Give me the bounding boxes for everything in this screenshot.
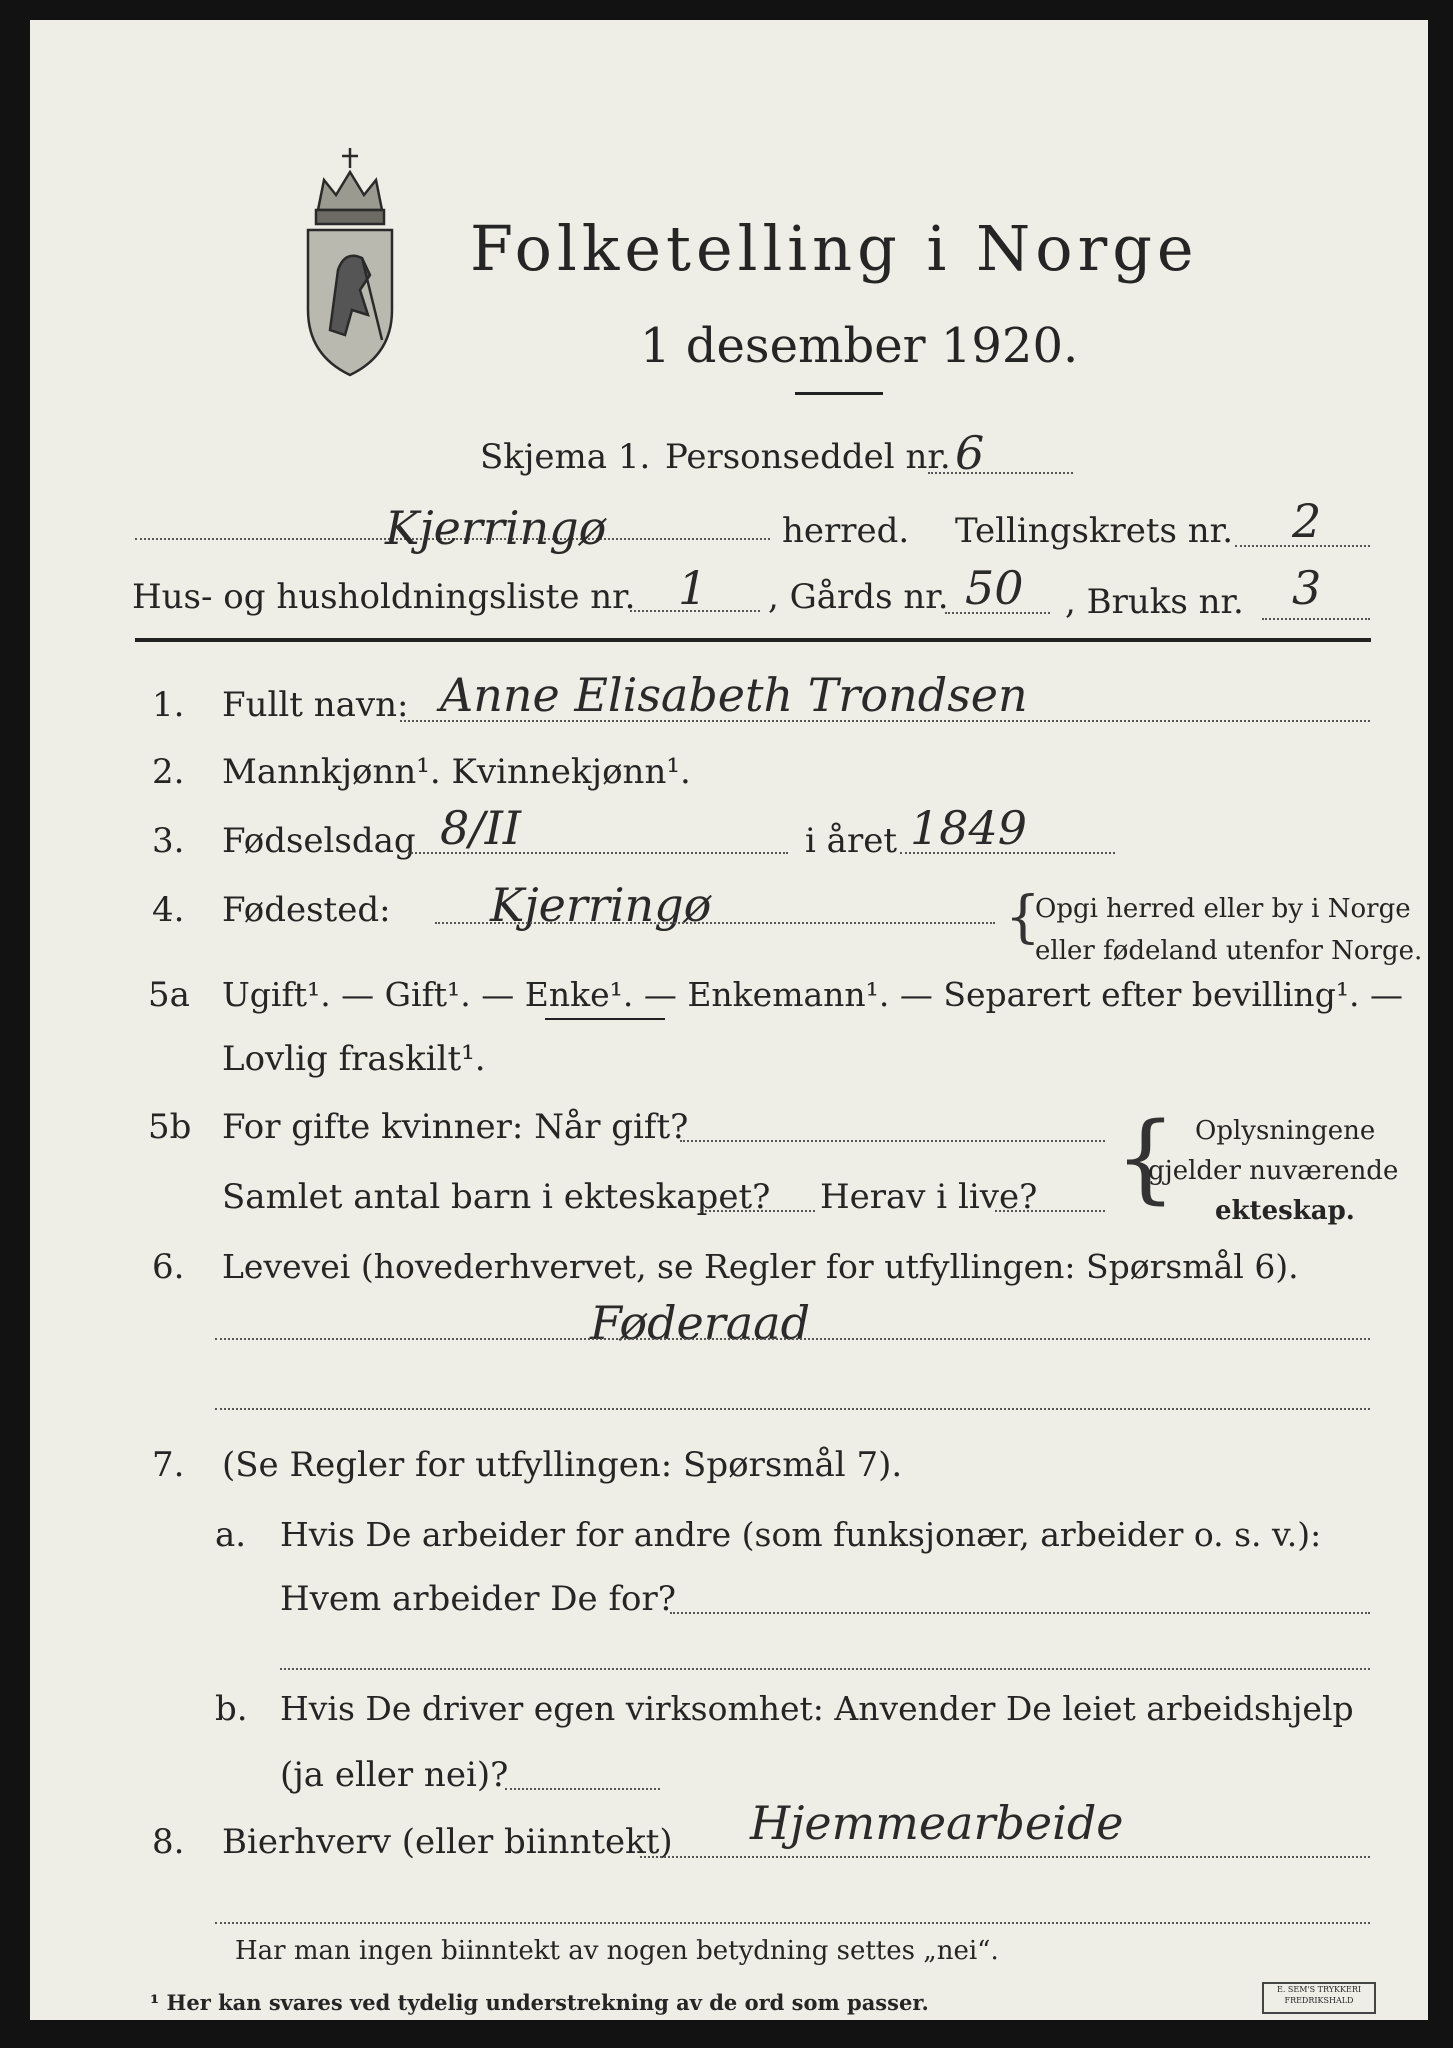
q7a-line	[670, 1612, 1370, 1614]
gards-value: 50	[965, 561, 1024, 615]
herred-label: herred.	[782, 511, 910, 551]
q3-line	[408, 852, 788, 854]
husliste-label: Hus- og husholdningsliste nr.	[132, 577, 636, 617]
q2-label: Mannkjønn¹. Kvinnekjønn¹.	[222, 752, 691, 792]
husliste-value: 1	[678, 561, 708, 615]
q5a-line1: Ugift¹. — Gift¹. — Enke¹. — Enkemann¹. — Separert efter bevilling¹. —	[222, 975, 1404, 1014]
q3-year-value: 1849	[910, 801, 1028, 855]
q8-value: Hjemmearbeide	[750, 1796, 1124, 1850]
husliste-line	[630, 610, 760, 612]
tellingskrets-line	[1235, 545, 1370, 547]
norway-coat-of-arms-icon	[290, 140, 410, 380]
q6-label: Levevei (hovederhvervet, se Regler for utfyllingen: Spørsmål 6).	[222, 1247, 1299, 1286]
q6-line1	[215, 1338, 1370, 1340]
title-divider	[795, 392, 883, 395]
form-title: Folketelling i Norge	[470, 212, 1199, 285]
q5a-line2: Lovlig fraskilt¹.	[222, 1039, 486, 1079]
q3-value: 8/II	[440, 801, 522, 855]
q7b-letter: b.	[215, 1689, 248, 1729]
bruks-label: , Bruks nr.	[1065, 582, 1244, 622]
census-date: 1 desember 1920.	[640, 318, 1079, 374]
q1-label: Fullt navn:	[222, 685, 409, 725]
personseddel-value: 6	[955, 426, 985, 480]
q7a-line2	[280, 1668, 1370, 1670]
header-rule	[135, 638, 1371, 642]
q4-value: Kjerringø	[490, 878, 712, 932]
q5b-note2: gjelder nuværende	[1148, 1156, 1399, 1186]
q7b-line2: (ja eller nei)?	[280, 1755, 509, 1795]
q5b-married-line	[680, 1140, 1105, 1142]
q1-value: Anne Elisabeth Trondsen	[440, 668, 1028, 722]
q7a-line2: Hvem arbeider De for?	[280, 1579, 676, 1619]
q7a-line1: Hvis De arbeider for andre (som funksjonær, arbeider o. s. v.):	[280, 1515, 1322, 1554]
q5a-number: 5a	[148, 975, 190, 1015]
q5a-underline-enke	[545, 1018, 665, 1020]
q8-number: 8.	[152, 1822, 185, 1862]
footnote: ¹ Her kan svares ved tydelig understrekning av de ord som passer.	[150, 1990, 929, 2015]
bruks-line	[1262, 618, 1370, 620]
q5b-brace: {	[1115, 1102, 1177, 1214]
q5b-note3: ekteskap.	[1215, 1196, 1355, 1226]
q4-line	[435, 922, 995, 924]
q5b-note1: Oplysningene	[1195, 1116, 1376, 1146]
q3-label: Fødselsdag	[222, 821, 416, 861]
q4-brace: {	[1005, 885, 1041, 950]
q7-label: (Se Regler for utfyllingen: Spørsmål 7).	[222, 1445, 903, 1485]
q5b-line2b: Herav i live?	[820, 1177, 1038, 1217]
q8-line2	[215, 1922, 1370, 1924]
q5b-number: 5b	[148, 1107, 192, 1147]
bruks-value: 3	[1292, 561, 1322, 615]
q7-number: 7.	[152, 1445, 185, 1485]
q3-number: 3.	[152, 821, 185, 861]
q1-number: 1.	[152, 685, 185, 725]
q4-label: Fødested:	[222, 890, 391, 930]
q2-number: 2.	[152, 752, 185, 792]
q5b-line1: For gifte kvinner: Når gift?	[222, 1107, 689, 1147]
q5b-children-line	[700, 1210, 815, 1212]
gards-label: , Gårds nr.	[768, 577, 949, 617]
tellingskrets-value: 2	[1292, 494, 1322, 548]
q7b-line1: Hvis De driver egen virksomhet: Anvender De leiet arbeidshjelp	[280, 1689, 1354, 1728]
q6-number: 6.	[152, 1247, 185, 1287]
q4-note-line2: eller fødeland utenfor Norge.	[1035, 936, 1423, 966]
q7b-line	[505, 1788, 660, 1790]
q6-line2	[215, 1408, 1370, 1410]
personseddel-line	[928, 472, 1073, 474]
q4-note-line1: Opgi herred eller by i Norge	[1035, 894, 1411, 924]
gards-line	[945, 612, 1050, 614]
q3-year-label: i året	[805, 821, 897, 861]
printer-stamp-text: E. SEM'S TRYKKERI FREDRIKSHALD	[1276, 1985, 1362, 2005]
q6-value: Føderaad	[590, 1296, 811, 1350]
q3-year-line	[900, 852, 1115, 854]
personseddel-label: Personseddel nr.	[665, 437, 951, 477]
printer-stamp	[1262, 1982, 1376, 2014]
herred-value: Kjerringø	[385, 501, 607, 555]
footer-note: Har man ingen biinntekt av nogen betydning settes „nei“.	[235, 1936, 999, 1966]
tellingskrets-label: Tellingskrets nr.	[955, 511, 1234, 551]
q5b-line2: Samlet antal barn i ekteskapet?	[222, 1177, 771, 1217]
q1-line	[400, 720, 1370, 722]
q8-label: Bierhverv (eller biinntekt)	[222, 1822, 673, 1862]
q4-number: 4.	[152, 890, 185, 930]
q7a-letter: a.	[215, 1515, 247, 1555]
q5b-alive-line	[995, 1210, 1105, 1212]
skjema-label: Skjema 1.	[480, 437, 651, 477]
q8-line	[640, 1856, 1370, 1858]
census-form	[30, 20, 1428, 2020]
